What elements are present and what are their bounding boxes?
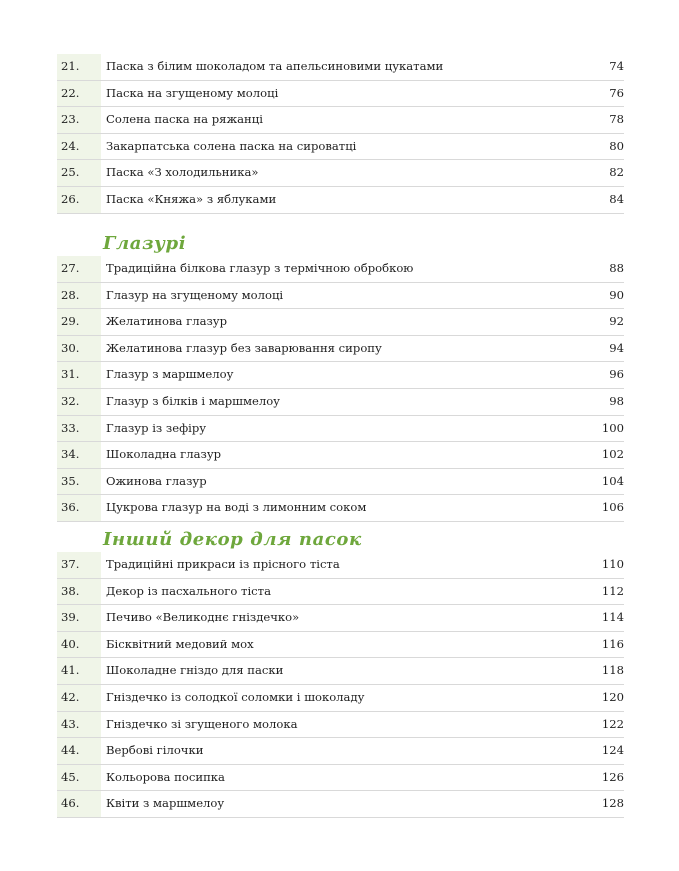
entry-number: 31. (61, 367, 80, 382)
entry-page-number: 118 (601, 663, 624, 678)
entry-title: Традиційні прикраси із прісного тіста (106, 557, 340, 571)
toc-entry (57, 579, 624, 606)
entry-title: Паска з білим шоколадом та апельсиновими цукатами (106, 59, 444, 73)
entry-title: Желатинова глазур без заварювання сиропу (106, 340, 382, 355)
entry-title: Паска «З холодильника» (106, 165, 259, 180)
toc-entry (57, 187, 624, 214)
entry-page-number: 122 (601, 716, 624, 731)
entry-number: 25. (61, 165, 80, 180)
entry-page-number: 88 (609, 261, 624, 275)
entry-page-number: 116 (601, 636, 624, 651)
toc-entry (57, 765, 624, 792)
entry-page-number: 126 (601, 769, 624, 784)
entry-number: 41. (61, 663, 80, 678)
entry-page-number: 92 (609, 314, 624, 329)
toc-entry (57, 469, 624, 496)
entry-title: Цукрова глазур на воді з лимонним соком (106, 500, 367, 515)
toc-entry (57, 712, 624, 739)
toc-entry (57, 416, 624, 443)
toc-section-other-decor (0, 528, 679, 818)
entry-number: 21. (61, 59, 80, 73)
entry-page-number: 84 (609, 191, 624, 206)
toc-entry (57, 495, 624, 522)
entry-number: 37. (61, 557, 80, 571)
toc-entry (57, 552, 624, 579)
entry-number: 39. (61, 610, 80, 625)
entry-page-number: 128 (601, 796, 624, 811)
toc-entry (57, 54, 624, 81)
entry-page-number: 114 (601, 610, 624, 625)
entry-number: 24. (61, 138, 80, 153)
entry-title: Глазур з маршмелоу (106, 367, 234, 382)
toc-section-easter-breads (0, 54, 679, 214)
entry-title: Бісквітний медовий мох (106, 636, 254, 651)
entry-number: 23. (61, 112, 80, 127)
entry-number: 35. (61, 473, 80, 488)
entry-title: Декор із пасхального тіста (106, 583, 271, 598)
entry-title: Закарпатська солена паска на сироватці (106, 138, 357, 153)
entry-title: Глазур на згущеному молоці (106, 287, 284, 302)
entry-title: Солена паска на ряжанці (106, 112, 263, 127)
entry-number: 46. (61, 796, 80, 811)
toc-entry (57, 658, 624, 685)
entry-number: 44. (61, 743, 80, 758)
entry-title: Паска на згущеному молоці (106, 85, 279, 100)
entry-title: Глазур з білків і маршмелоу (106, 393, 281, 408)
toc-entry (57, 256, 624, 283)
entry-page-number: 98 (609, 393, 624, 408)
entry-number: 43. (61, 716, 80, 731)
entry-number: 26. (61, 191, 80, 206)
toc-entry (57, 283, 624, 310)
entry-page-number: 94 (609, 340, 624, 355)
entry-title: Глазур із зефіру (106, 420, 207, 435)
entry-title: Квіти з маршмелоу (106, 796, 225, 811)
entry-page-number: 124 (601, 743, 624, 758)
toc-entry (57, 389, 624, 416)
entry-page-number: 100 (601, 420, 624, 435)
entry-number: 40. (61, 636, 80, 651)
entry-page-number: 90 (609, 287, 624, 302)
entry-page-number: 110 (601, 557, 624, 571)
entry-title: Паска «Княжа» з яблуками (106, 191, 277, 206)
entry-page-number: 78 (609, 112, 624, 127)
entry-page-number: 96 (609, 367, 624, 382)
entry-page-number: 102 (601, 447, 624, 462)
entry-number: 30. (61, 340, 80, 355)
entry-title: Печиво «Великоднє гніздечко» (106, 610, 300, 625)
entry-title: Кольорова посипка (106, 769, 225, 784)
entry-number: 36. (61, 500, 80, 515)
entry-title: Гніздечко із солодкої соломки і шоколаду (106, 689, 365, 704)
entry-page-number: 82 (609, 165, 624, 180)
toc-entry (57, 107, 624, 134)
entry-page-number: 106 (601, 500, 624, 515)
entry-page-number: 112 (601, 583, 624, 598)
toc-entry (57, 791, 624, 818)
toc-entry (57, 309, 624, 336)
entry-title: Ожинова глазур (106, 473, 207, 488)
section-heading: Інший декор для пасок (103, 529, 362, 550)
toc-entry (57, 160, 624, 187)
entry-page-number: 120 (601, 689, 624, 704)
entry-title: Гніздечко зі згущеного молока (106, 716, 298, 731)
entry-title: Традиційна білкова глазур з термічною обробкою (106, 261, 414, 275)
entry-page-number: 74 (609, 59, 624, 73)
entry-number: 38. (61, 583, 80, 598)
entry-number: 28. (61, 287, 80, 302)
toc-entry (57, 632, 624, 659)
toc-entry (57, 685, 624, 712)
entry-title: Шоколадне гніздо для паски (106, 663, 284, 678)
entry-number: 27. (61, 261, 80, 275)
entry-title: Шоколадна глазур (106, 447, 222, 462)
entry-page-number: 76 (609, 85, 624, 100)
toc-section-glazes (0, 232, 679, 522)
entry-number: 42. (61, 689, 80, 704)
toc-entry (57, 134, 624, 161)
toc-entry (57, 738, 624, 765)
toc-entry (57, 605, 624, 632)
entry-title: Желатинова глазур (106, 314, 228, 329)
entry-number: 45. (61, 769, 80, 784)
entry-page-number: 80 (609, 138, 624, 153)
entry-title: Вербові гілочки (106, 743, 204, 758)
section-heading: Глазурі (103, 233, 187, 254)
entry-number: 33. (61, 420, 80, 435)
toc-entry (57, 336, 624, 363)
entry-number: 29. (61, 314, 80, 329)
toc-entry (57, 362, 624, 389)
toc-entry (57, 81, 624, 108)
entry-number: 22. (61, 85, 80, 100)
toc-entry (57, 442, 624, 469)
entry-number: 32. (61, 393, 80, 408)
entry-page-number: 104 (601, 473, 624, 488)
entry-number: 34. (61, 447, 80, 462)
